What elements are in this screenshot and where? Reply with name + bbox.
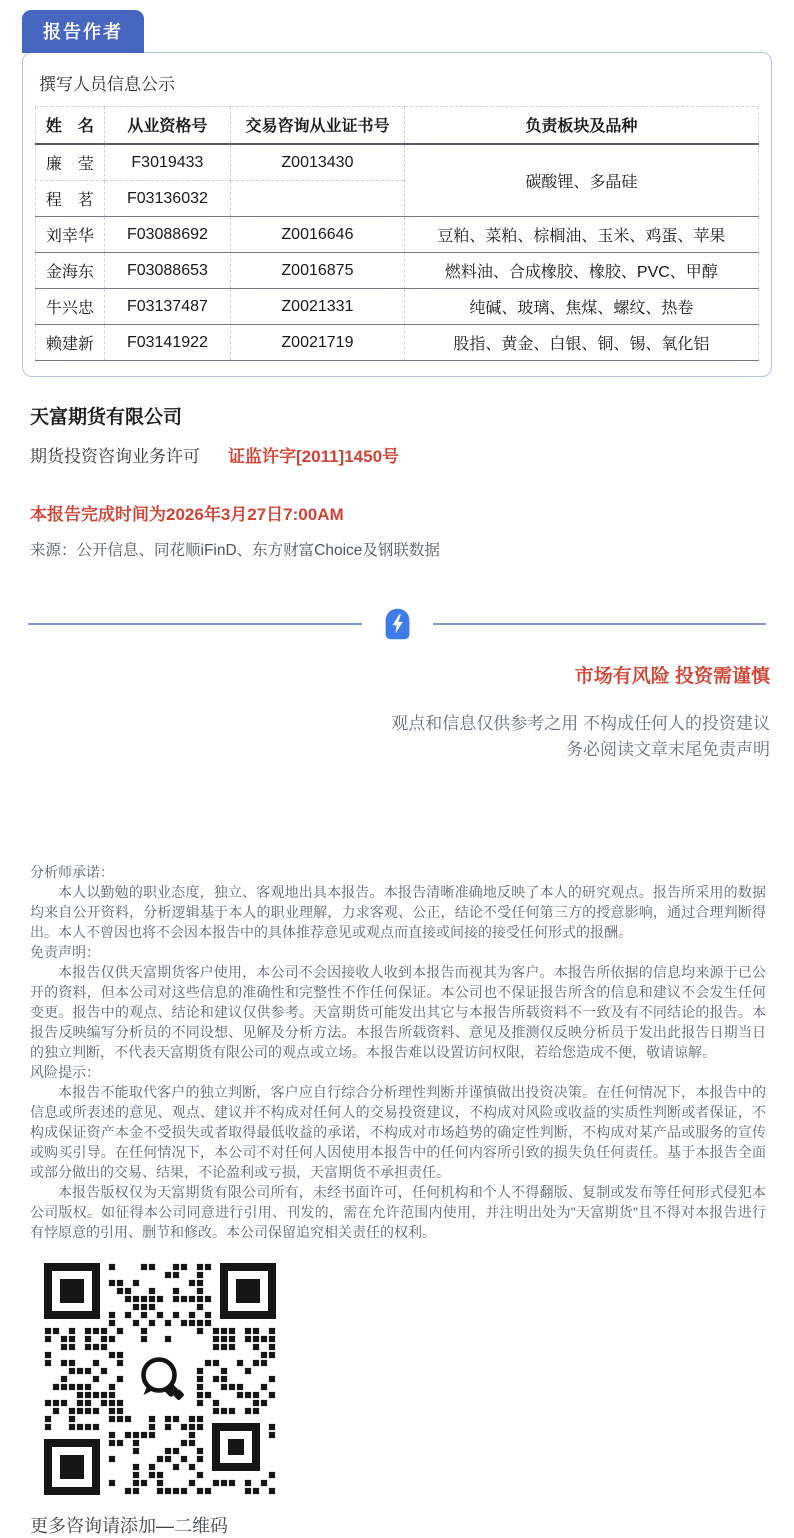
report-completion-time: 本报告完成时间为2026年3月27日7:00AM [30, 505, 344, 524]
risk-note-2: 务必阅读文章末尾免责声明 [566, 740, 770, 759]
col-header-certificate: 交易咨询从业证书号 [231, 107, 405, 145]
tab-report-author [22, 10, 144, 53]
company-name: 天富期货有限公司 [30, 407, 183, 428]
cell-qualification: F03137487 [104, 289, 231, 325]
cell-qualification: F3019433 [104, 144, 231, 181]
divider-line-right [433, 623, 767, 625]
col-header-name: 姓 名 [36, 107, 105, 145]
table-row [36, 325, 759, 361]
risk-note-1: 观点和信息仅供参考之用 不构成任何人的投资建议 [391, 714, 770, 733]
liability-heading: 免责声明： [30, 944, 100, 960]
cell-sectors: 股指、黄金、白银、铜、锡、氧化铝 [404, 325, 758, 361]
tab-label: 报告作者 [43, 22, 123, 42]
cell-certificate: Z0021331 [231, 289, 405, 325]
cell-name: 廉 莹 [45, 156, 94, 173]
table-row [36, 253, 759, 289]
data-source-line: 来源：公开信息、同花顺iFinD、东方财富Choice及钢联数据 [30, 542, 440, 559]
cell-name: 赖建新 [36, 325, 105, 361]
risk-notice-heading: 风险提示： [30, 1064, 100, 1080]
section-divider [28, 608, 766, 640]
copyright-paragraph: 本报告版权仅为天富期货有限公司所有，未经书面许可，任何机构和个人不得翻版、复制或发布等任何形式侵犯本公司版权。如征得本公司同意进行引用、刊发的，需在允许范围内使用，并注明出处为"天富期货"且不得对本报告进行有悖原意的引用、删节和修改。本公司保留追究相关责任的权利。 [30, 1184, 766, 1240]
risk-warning-text: 市场有风险 投资需谨慎 [574, 666, 770, 687]
cell-sectors: 纯碱、玻璃、焦煤、螺纹、热卷 [404, 289, 758, 325]
table-row [36, 144, 759, 181]
analyst-pledge-paragraph: 本人以勤勉的职业态度，独立、客观地出具本报告。本报告清晰准确地反映了本人的研究观点。报告所采用的数据均来自公开资料，分析逻辑基于本人的职业理解，力求客观、公正，结论不受任何第三方的授意影响，通过合理判断得出。本人不曾因也将不会因本报告中的具体推荐意见或观点而直接或间接的接受任何形式的报酬。 [30, 884, 766, 940]
disclaimer-block [30, 862, 766, 1242]
cell-sectors: 豆粕、菜粕、棕榈油、玉米、鸡蛋、苹果 [404, 217, 758, 253]
license-label: 期货投资咨询业务许可 [30, 447, 200, 466]
cell-sectors: 燃料油、合成橡胶、橡胶、PVC、甲醇 [404, 253, 758, 289]
risk-notice-paragraph: 本报告不能取代客户的独立判断，客户应自行综合分析理性判断并谨慎做出投资决策。在任何情况下，本报告中的信息或所表述的意见、观点、建议并不构成对任何人的交易投资建议，不构成对风险或收益的实质性判断或者保证，不构成保证资产本金不受损失或者取得最低收益的承诺，不构成对市场趋势的确定性判断，不构成对某产品或服务的宣传或购买引导。在任何情况下，本公司不对任何人因使用本报告中的任何内容所引致的损失负任何责任。基于本报告全面或部分做出的交易、结果，不论盈利或亏损，天富期货不承担责任。 [30, 1084, 766, 1180]
cell-qualification: F03088692 [104, 217, 231, 253]
cell-certificate [231, 181, 405, 217]
authors-card [22, 52, 772, 377]
analyst-pledge-heading: 分析师承诺： [30, 864, 114, 880]
cell-qualification: F03136032 [104, 181, 231, 217]
cell-name: 牛兴忠 [36, 289, 105, 325]
lightning-bolt-icon [384, 608, 411, 640]
authors-card-title: 撰写人员信息公示 [39, 75, 175, 94]
license-line [30, 442, 794, 467]
qr-code [38, 1257, 282, 1501]
cell-name: 刘幸华 [36, 217, 105, 253]
col-header-qualification: 从业资格号 [104, 107, 231, 145]
table-row [36, 289, 759, 325]
cell-certificate: Z0016646 [231, 217, 405, 253]
cell-sectors-merged: 碳酸锂、多晶硅 [404, 144, 758, 217]
authors-table [35, 106, 759, 361]
tab-row [0, 0, 794, 53]
col-header-sectors: 负责板块及品种 [404, 107, 758, 145]
license-number: 证监许字[2011]1450号 [228, 447, 400, 466]
divider-line-left [28, 623, 362, 625]
cell-qualification: F03088653 [104, 253, 231, 289]
wechat-logo-icon [127, 1346, 193, 1412]
cell-qualification: F03141922 [104, 325, 231, 361]
footer-caption: 更多咨询请添加—二维码 [30, 1516, 228, 1536]
cell-name: 金海东 [36, 253, 105, 289]
cell-name: 程 茗 [36, 181, 105, 217]
cell-certificate: Z0013430 [231, 144, 405, 181]
table-row [36, 217, 759, 253]
table-header-row [36, 107, 759, 145]
cell-certificate: Z0021719 [231, 325, 405, 361]
liability-paragraph: 本报告仅供天富期货客户使用，本公司不会因接收人收到本报告而视其为客户。本报告所依据的信息均来源于已公开的资料，但本公司对这些信息的准确性和完整性不作任何保证。本公司也不保证报告所含的信息和建议不会发生任何变更。报告中的观点、结论和建议仅供参考。天富期货可能发出其它与本报告所载资料不一致及有不同结论的报告。本报告反映编写分析员的不同设想、见解及分析方法。本报告所载资料、意见及推测仅反映分析员于发出此报告日期当日的独立判断，不代表天富期货有限公司的观点或立场。本报告难以设置访问权限，若给您造成不便，敬请谅解。 [30, 964, 766, 1060]
cell-certificate: Z0016875 [231, 253, 405, 289]
